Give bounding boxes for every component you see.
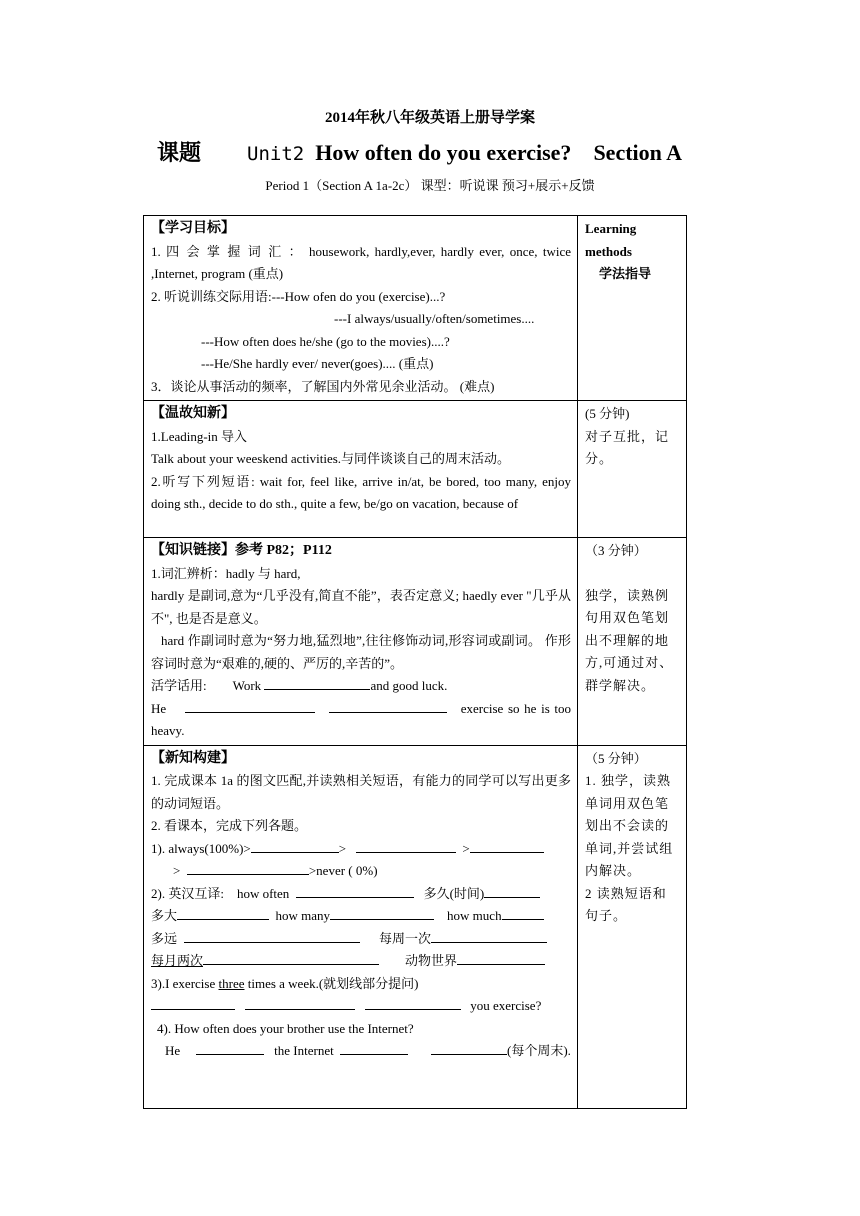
question-3-start: 3).I exercise [151,975,216,991]
build-heading: 【新知构建】 [151,750,235,766]
answer-blank[interactable] [187,862,309,875]
build-note-1: 1. 独学，读熟单词用双色笔划出不会读的单词,并尝试组内解决。 [585,773,674,878]
links-line-2: hardly 是副词,意为“几乎没有,简直不能”，表否定意义; haedly ever "几乎从不", 也是否是意义。 [151,588,571,626]
answer-blank[interactable] [264,677,370,690]
greater-sign: > [338,840,347,856]
frequency-start: 1). always(100%)> [151,840,251,856]
translate-how-old: 多大 [151,908,178,923]
translate-how-many: how many [275,908,331,923]
question-3-end: times a week.(就划线部分提问) [247,975,419,991]
links-heading: 【知识链接】参考 P82；P112 [151,543,332,558]
greater-sign: > [173,863,181,878]
links-cell [144,538,578,746]
question-3-tail: you exercise? [470,998,542,1013]
links-line-5 [151,698,571,743]
goals-line-2: 2. 听说训练交际用语:---How ofen do you (exercise)...? [151,288,446,304]
goals-line-5: ---He/She hardly ever/ never(goes).... (重点) [201,356,434,371]
links-line-4 [151,675,571,698]
answer-blank[interactable] [365,997,461,1010]
answer-blank[interactable] [185,700,315,713]
answer-blank[interactable] [502,907,544,920]
review-note: 对子互批，记分。 [585,428,670,466]
translate-twice-a-month: 每月两次 [151,953,204,968]
section-name: Section A [593,140,683,165]
answer-blank[interactable] [431,930,547,943]
course-title-line [157,136,682,167]
answer-blank[interactable] [177,907,269,920]
links-line-1: 1.词汇辨析：hadly 与 hard, [151,565,301,581]
practice-he: He [151,700,167,716]
build-line-11: 4). How often does your brother use the Internet? [157,1020,414,1036]
goals-line-1: 1. 四 会 掌 握 词 汇 ： housework, hardly,ever, hardly ever, once, twice ,Internet, program (重点) [151,243,571,281]
links-side-cell [578,538,687,746]
practice-label: 活学话用: [151,678,207,693]
answer-blank[interactable] [484,885,540,898]
question-4-internet: the Internet [274,1043,334,1058]
translate-once-a-week: 每周一次 [379,930,432,946]
translate-how-often: how often [236,885,290,901]
unit-code: Unit2 [247,143,305,165]
answer-blank[interactable] [196,1042,264,1055]
practice-luck: and good luck. [370,678,448,693]
lesson-plan-table [143,215,687,1109]
goals-heading: 【学习目标】 [151,221,235,236]
build-note-2: 2 读熟短语和句子。 [585,885,667,923]
answer-blank[interactable] [245,997,355,1010]
course-label: 课题 [157,140,202,165]
answer-blank[interactable] [296,885,414,898]
answer-blank[interactable] [340,1042,408,1055]
links-note: 独学，读熟例句用双色笔划出不理解的地方,可通过对、群学解决。 [585,587,674,693]
translate-how-far: 多远 [151,930,178,946]
answer-blank[interactable] [329,700,447,713]
build-line-6 [151,905,571,928]
question-4-he: He [165,1043,181,1058]
goals-cell [144,216,578,401]
links-row [144,538,687,746]
frequency-end: >never ( 0%) [308,863,378,878]
answer-blank[interactable] [470,840,544,853]
build-line-10 [151,995,571,1018]
period-line: Period 1（Section A 1a-2c） 课型：听说课 预习+展示+反馈 [265,178,595,193]
answer-blank[interactable] [330,907,434,920]
methods-title-2: methods [585,243,632,259]
build-line-8 [151,950,571,973]
build-row [144,745,687,1108]
build-cell [144,745,578,1108]
build-line-2: 2. 看课本，完成下列各题。 [151,818,308,833]
goals-row [144,216,687,401]
build-line-12 [151,1040,571,1063]
build-line-4 [151,860,571,883]
review-row [144,401,687,538]
answer-blank[interactable] [184,930,360,943]
question-4-every-weekend: (每个周末). [506,1043,571,1058]
review-line-1: 1.Leading-in 导入 [151,428,248,444]
methods-cell [578,216,687,401]
answer-blank[interactable] [203,952,379,965]
translate-how-much: how much [447,908,502,923]
review-cell [144,401,578,538]
build-line-7 [151,928,571,951]
build-time: （5 分钟） [585,750,647,766]
review-side-cell [578,401,687,538]
build-line-1: 1. 完成课本 1a 的图文匹配,并读熟相关短语，有能力的同学可以写出更多的动词短语。 [151,773,571,811]
answer-blank[interactable] [431,1042,507,1055]
build-line-3 [151,838,571,861]
review-line-2: Talk about your weeskend activities.与同伴谈谈自己的周末活动。 [151,451,511,466]
practice-work: Work [232,678,262,693]
build-side-cell [578,745,687,1108]
greater-sign: > [462,840,470,856]
underlined-word: three [218,975,245,991]
answer-blank[interactable] [151,997,235,1010]
links-line-3: hard 作副词时意为“努力地,猛烈地”,往往修饰动词,形容词或副词。 作形容词时意为“艰难的,硬的、严厉的,辛苦的”。 [151,633,571,671]
unit-title: How often do you exercise? [315,140,572,165]
links-time: （3 分钟） [585,543,647,558]
practice-exercise: exercise so he is too heavy. [151,700,572,738]
review-heading: 【温故知新】 [151,406,235,421]
methods-title-3: 学法指导 [599,266,652,281]
review-line-3: 2.听写下列短语: wait for, feel like, arrive in/at, be bored, too many, enjoy doing sth., decide to do sth., quite a few, be/go on vacation, because of [151,473,571,511]
translate-label: 2). 英汉互译: [151,885,224,901]
build-line-9 [151,973,571,996]
answer-blank[interactable] [457,952,545,965]
methods-title-1: Learning [585,221,637,236]
review-time: (5 分钟) [585,406,630,421]
goals-line-4: ---How often does he/she (go to the movies)....? [201,333,450,349]
translate-how-long: 多久(时间) [423,885,485,901]
answer-blank[interactable] [356,840,456,853]
document-title: 2014年秋八年级英语上册导学案 [324,110,535,126]
goals-line-3: ---I always/usually/often/sometimes.... [334,311,535,326]
build-line-5 [151,883,571,906]
goals-line-6: 3．谈论从事活动的频率，了解国内外常见余业活动。 (难点) [151,378,495,394]
answer-blank[interactable] [251,840,339,853]
translate-animal-world: 动物世界 [405,953,458,968]
